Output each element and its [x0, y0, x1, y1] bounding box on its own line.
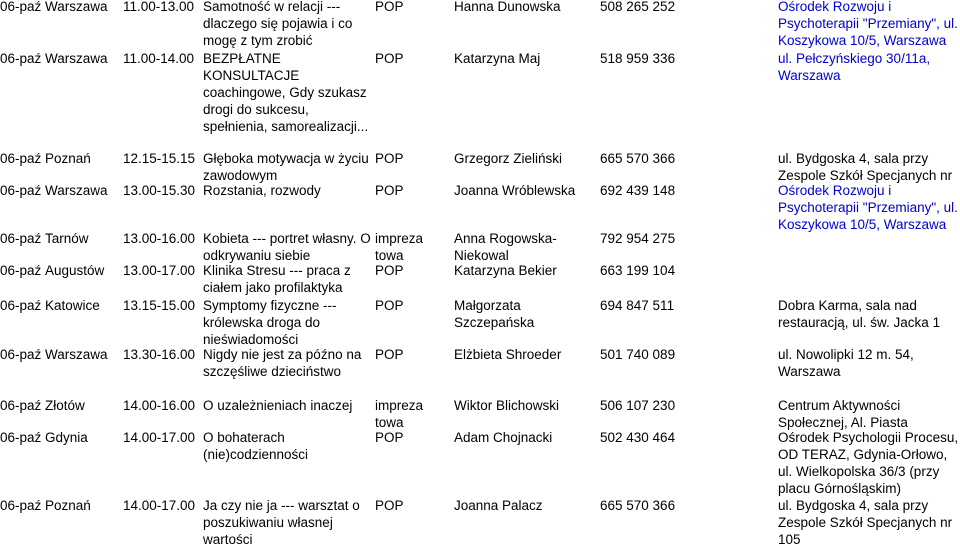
time-cell: 13.15-15.00 [123, 298, 196, 313]
address-cell: Centrum Aktywności Społecznej, Al. Piasta [778, 398, 908, 430]
city-cell: Poznań [45, 151, 91, 166]
phone-cell: 665 570 366 [600, 498, 676, 513]
type-cell: POP [375, 430, 404, 445]
title-cell: BEZPŁATNE KONSULTACJE coachingowe, Gdy szukasz drogi do sukcesu, spełnienia, samorealizacji... [203, 51, 369, 134]
city-cell: Warszawa [45, 183, 108, 198]
date-cell: 06-paź [0, 0, 42, 14]
phone-cell: 518 959 336 [600, 51, 676, 66]
time-cell: 13.00-17.00 [123, 263, 196, 278]
date-cell: 06-paź [0, 51, 42, 66]
type-cell: impreza towa [375, 231, 424, 263]
city-cell: Poznań [45, 498, 91, 513]
title-cell: Głęboka motywacja w życiu zawodowym [203, 151, 369, 183]
address-cell: ul. Nowolipki 12 m. 54, Warszawa [778, 347, 914, 379]
type-cell: POP [375, 263, 404, 278]
type-cell: impreza towa [375, 398, 424, 430]
title-cell: Ja czy nie ja --- warsztat o poszukiwaniu własnej wartości [203, 498, 360, 547]
host-cell: Hanna Dunowska [454, 0, 561, 14]
type-cell: POP [375, 347, 404, 362]
date-cell: 06-paź [0, 430, 42, 445]
type-cell: POP [375, 151, 404, 166]
type-cell: POP [375, 298, 404, 313]
title-cell: O uzależnieniach inaczej [203, 398, 353, 413]
phone-cell: 501 740 089 [600, 347, 676, 362]
type-cell: POP [375, 183, 404, 198]
time-cell: 11.00-14.00 [123, 51, 195, 66]
address-cell: ul. Bydgoska 4, sala przy Zespole Szkół Specjanych nr [778, 151, 953, 183]
title-cell: O bohaterach (nie)codzienności [203, 430, 309, 462]
type-cell: POP [375, 498, 404, 513]
city-cell: Gdynia [45, 430, 88, 445]
type-cell: POP [375, 51, 404, 66]
date-cell: 06-paź [0, 183, 42, 198]
host-cell: Katarzyna Bekier [454, 263, 557, 278]
title-cell: Nigdy nie jest za późno na szczęśliwe dzieciństwo [203, 347, 362, 379]
address-cell: Ośrodek Rozwoju i Psychoterapii "Przemiany", ul. Koszykowa 10/5, Warszawa [778, 183, 958, 232]
date-cell: 06-paź [0, 347, 42, 362]
address-cell: ul. Pełczyńskiego 30/11a, Warszawa [778, 51, 931, 83]
time-cell: 14.00-16.00 [123, 398, 196, 413]
title-cell: Klinika Stresu --- praca z ciałem jako profilaktyka [203, 263, 351, 295]
host-cell: Joanna Palacz [454, 498, 543, 513]
host-cell: Joanna Wróblewska [454, 183, 576, 198]
city-cell: Katowice [45, 298, 100, 313]
host-cell: Małgorzata Szczepańska [454, 298, 535, 330]
phone-cell: 694 847 511 [600, 298, 675, 313]
phone-cell: 663 199 104 [600, 263, 676, 278]
time-cell: 11.00-13.00 [123, 0, 195, 14]
time-cell: 13.30-16.00 [123, 347, 196, 362]
address-cell: Ośrodek Rozwoju i Psychoterapii "Przemiany", ul. Koszykowa 10/5, Warszawa [778, 0, 958, 48]
city-cell: Warszawa [45, 347, 108, 362]
title-cell: Kobieta --- portret własny. O odkrywaniu siebie [203, 231, 371, 263]
city-cell: Warszawa [45, 0, 108, 14]
date-cell: 06-paź [0, 151, 42, 166]
phone-cell: 692 439 148 [600, 183, 676, 198]
host-cell: Anna Rogowska- Niekowal [454, 231, 557, 263]
type-cell: POP [375, 0, 404, 14]
date-cell: 06-paź [0, 231, 42, 246]
title-cell: Samotność w relacji --- dlaczego się pojawia i co mogę z tym zrobić [203, 0, 353, 48]
date-cell: 06-paź [0, 498, 42, 513]
date-cell: 06-paź [0, 263, 42, 278]
host-cell: Katarzyna Maj [454, 51, 541, 66]
host-cell: Grzegorz Zieliński [454, 151, 563, 166]
time-cell: 13.00-16.00 [123, 231, 196, 246]
date-cell: 06-paź [0, 398, 42, 413]
phone-cell: 506 107 230 [600, 398, 676, 413]
phone-cell: 502 430 464 [600, 430, 676, 445]
address-cell: Dobra Karma, sala nad restauracją, ul. św. Jacka 1 [778, 298, 941, 330]
title-cell: Rozstania, rozwody [203, 183, 321, 198]
time-cell: 12.15-15.15 [123, 151, 196, 166]
date-cell: 06-paź [0, 298, 42, 313]
phone-cell: 665 570 366 [600, 151, 676, 166]
city-cell: Tarnów [45, 231, 89, 246]
host-cell: Elżbieta Shroeder [454, 347, 562, 362]
phone-cell: 508 265 252 [600, 0, 676, 14]
city-cell: Złotów [45, 398, 85, 413]
time-cell: 14.00-17.00 [123, 430, 196, 445]
host-cell: Wiktor Blichowski [454, 398, 560, 413]
city-cell: Augustów [45, 263, 105, 278]
address-cell: Ośrodek Psychologii Procesu, OD TERAZ, Gdynia-Orłowo, ul. Wielkopolska 36/3 (przy placu Górnośląskim) [778, 430, 959, 496]
time-cell: 13.00-15.30 [123, 183, 196, 198]
host-cell: Adam Chojnacki [454, 430, 553, 445]
time-cell: 14.00-17.00 [123, 498, 196, 513]
title-cell: Symptomy fizyczne --- królewska droga do nieświadomości [203, 298, 337, 347]
city-cell: Warszawa [45, 51, 108, 66]
address-cell: ul. Bydgoska 4, sala przy Zespole Szkół Specjanych nr 105 [778, 498, 953, 547]
phone-cell: 792 954 275 [600, 231, 676, 246]
